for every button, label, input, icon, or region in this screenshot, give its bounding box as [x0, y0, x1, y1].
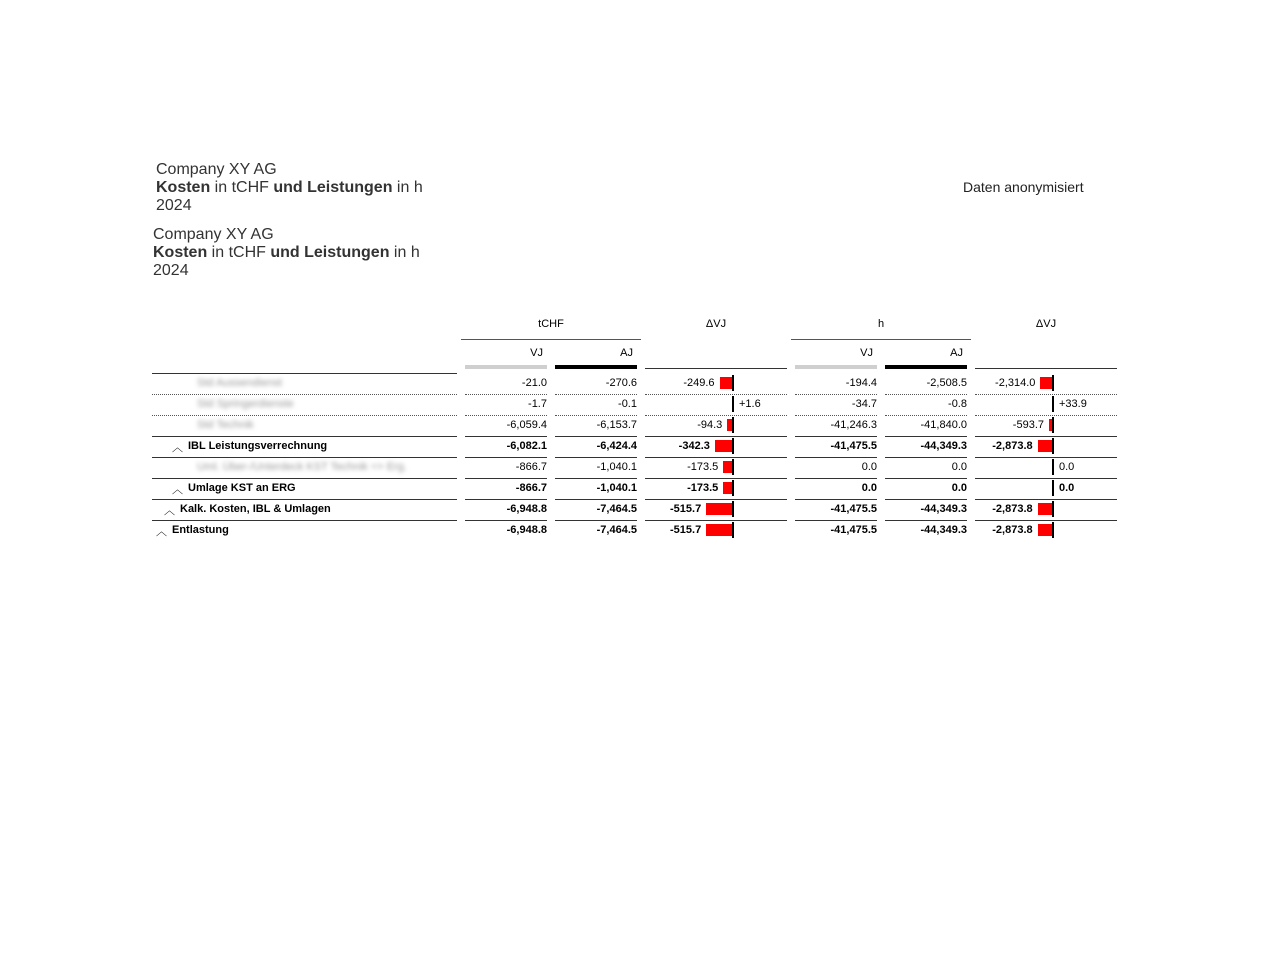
anonymized-note: Daten anonymisiert: [963, 179, 1084, 195]
delta-axis: [732, 480, 734, 496]
report-year: 2024: [156, 197, 192, 214]
delta-bar: [706, 524, 732, 536]
row-separator: [152, 415, 457, 416]
value-cell: -7,464.5: [596, 503, 637, 515]
report-title: Kosten in tCHF und Leistungen in h: [156, 179, 423, 196]
delta-axis: [1052, 417, 1054, 433]
delta-value: -173.5: [687, 482, 719, 494]
collapse-chevron-icon[interactable]: ︿: [172, 442, 183, 454]
delta-bar: [1040, 377, 1052, 389]
row-separator: [152, 499, 457, 500]
collapse-chevron-icon[interactable]: ︿: [156, 526, 167, 538]
row-separator: [795, 478, 877, 479]
delta-axis: [1052, 438, 1054, 454]
value-cell: -21.0: [521, 377, 547, 389]
header-line: [975, 368, 1117, 369]
value-cell: -0.1: [618, 398, 637, 410]
row-separator: [465, 415, 547, 416]
row-separator: [152, 457, 457, 458]
row-label: Umlage KST an ERG: [188, 482, 296, 494]
row-separator: [465, 520, 547, 521]
delta-bar: [723, 461, 732, 473]
delta-value: -2,873.8: [992, 440, 1033, 452]
row-separator: [885, 520, 967, 521]
delta-bar: [1038, 524, 1052, 536]
value-cell: -6,948.8: [506, 524, 547, 536]
row-separator: [885, 478, 967, 479]
row-separator: [465, 457, 547, 458]
value-cell: -6,948.8: [506, 503, 547, 515]
row-separator: [975, 520, 1117, 521]
value-cell: -44,349.3: [920, 524, 967, 536]
row-separator: [645, 457, 787, 458]
actual-year-marker: [555, 365, 637, 369]
delta-axis: [1052, 459, 1054, 475]
delta-value: -94.3: [697, 419, 723, 431]
report-year: 2024: [153, 262, 189, 279]
value-cell: -0.8: [948, 398, 967, 410]
row-separator: [885, 415, 967, 416]
company-name: Company XY AG: [153, 226, 274, 243]
row-label: Std Springerdienste: [197, 398, 294, 410]
row-separator: [885, 499, 967, 500]
value-cell: -44,349.3: [920, 503, 967, 515]
delta-axis: [1052, 522, 1054, 538]
delta-value: -342.3: [678, 440, 710, 452]
row-separator: [465, 499, 547, 500]
row-separator: [465, 478, 547, 479]
value-cell: -34.7: [851, 398, 877, 410]
delta-axis: [732, 375, 734, 391]
row-separator: [555, 520, 637, 521]
delta-value: -173.5: [687, 461, 719, 473]
value-cell: -41,475.5: [830, 440, 877, 452]
delta-value: -2,873.8: [992, 503, 1033, 515]
value-cell: -7,464.5: [596, 524, 637, 536]
group-underline: [791, 339, 971, 340]
row-separator: [152, 478, 457, 479]
group-header: tCHF: [538, 318, 564, 330]
row-separator: [795, 394, 877, 395]
row-separator: [152, 394, 457, 395]
value-cell: -2,508.5: [926, 377, 967, 389]
delta-axis: [732, 522, 734, 538]
row-label: Std Technik: [197, 419, 254, 431]
delta-axis: [1052, 396, 1054, 412]
row-separator: [645, 394, 787, 395]
row-separator: [645, 415, 787, 416]
delta-axis: [1052, 480, 1054, 496]
value-cell: -6,424.4: [596, 440, 637, 452]
value-cell: -6,059.4: [506, 419, 547, 431]
delta-bar: [715, 440, 732, 452]
delta-axis: [1052, 375, 1054, 391]
row-separator: [645, 436, 787, 437]
row-separator: [975, 415, 1117, 416]
delta-value: +33.9: [1059, 398, 1087, 410]
row-separator: [555, 436, 637, 437]
collapse-chevron-icon[interactable]: ︿: [172, 484, 183, 496]
column-header: AJ: [620, 347, 633, 359]
row-separator: [885, 436, 967, 437]
row-label: Entlastung: [172, 524, 229, 536]
value-cell: 0.0: [861, 461, 877, 473]
row-separator: [975, 499, 1117, 500]
value-cell: 0.0: [951, 482, 967, 494]
value-cell: -6,082.1: [506, 440, 547, 452]
delta-value: -515.7: [670, 524, 702, 536]
delta-value: 0.0: [1059, 482, 1075, 494]
value-cell: -866.7: [515, 461, 547, 473]
previous-year-marker: [795, 365, 877, 369]
delta-axis: [732, 438, 734, 454]
delta-axis: [732, 396, 734, 412]
row-separator: [555, 499, 637, 500]
delta-bar: [727, 419, 732, 431]
row-label: Uml. Über-/Unterdeck KST Technik => Erg.: [197, 461, 407, 473]
delta-bar: [723, 482, 732, 494]
header-line: [152, 373, 457, 374]
row-separator: [152, 520, 457, 521]
column-header: VJ: [530, 347, 543, 359]
delta-value: +1.6: [739, 398, 761, 410]
row-separator: [795, 415, 877, 416]
value-cell: -41,246.3: [830, 419, 877, 431]
group-header: h: [877, 318, 885, 330]
row-separator: [795, 457, 877, 458]
row-separator: [795, 436, 877, 437]
row-separator: [975, 394, 1117, 395]
value-cell: 0.0: [951, 461, 967, 473]
row-separator: [645, 520, 787, 521]
delta-axis: [1052, 501, 1054, 517]
delta-axis: [732, 459, 734, 475]
row-separator: [555, 457, 637, 458]
actual-year-marker: [885, 365, 967, 369]
value-cell: -866.7: [515, 482, 547, 494]
collapse-chevron-icon[interactable]: ︿: [164, 505, 175, 517]
delta-value: 0.0: [1059, 461, 1075, 473]
value-cell: -1,040.1: [596, 482, 637, 494]
group-underline: [461, 339, 641, 340]
row-separator: [645, 478, 787, 479]
row-label: Std Aussendienst: [197, 377, 283, 389]
row-separator: [465, 436, 547, 437]
column-header: VJ: [860, 347, 873, 359]
row-separator: [555, 415, 637, 416]
delta-bar: [720, 377, 732, 389]
value-cell: -1,040.1: [596, 461, 637, 473]
delta-axis: [732, 501, 734, 517]
value-cell: -194.4: [845, 377, 877, 389]
row-separator: [795, 499, 877, 500]
delta-bar: [1038, 440, 1052, 452]
value-cell: 0.0: [861, 482, 877, 494]
row-separator: [152, 436, 457, 437]
delta-value: -593.7: [1012, 419, 1044, 431]
delta-bar: [1049, 419, 1052, 431]
header-line: [645, 368, 787, 369]
column-header: AJ: [950, 347, 963, 359]
row-separator: [465, 394, 547, 395]
row-separator: [555, 478, 637, 479]
group-header: ΔVJ: [705, 318, 727, 330]
row-separator: [645, 499, 787, 500]
delta-axis: [732, 417, 734, 433]
row-label: IBL Leistungsverrechnung: [188, 440, 328, 452]
row-separator: [795, 520, 877, 521]
value-cell: -270.6: [605, 377, 637, 389]
delta-value: -515.7: [670, 503, 702, 515]
group-header: ΔVJ: [1035, 318, 1057, 330]
row-label: Kalk. Kosten, IBL & Umlagen: [180, 503, 331, 515]
value-cell: -41,840.0: [920, 419, 967, 431]
value-cell: -41,475.5: [830, 503, 877, 515]
row-separator: [975, 478, 1117, 479]
previous-year-marker: [465, 365, 547, 369]
delta-bar: [706, 503, 732, 515]
row-separator: [555, 394, 637, 395]
value-cell: -41,475.5: [830, 524, 877, 536]
value-cell: -44,349.3: [920, 440, 967, 452]
row-separator: [885, 394, 967, 395]
row-separator: [975, 436, 1117, 437]
value-cell: -6,153.7: [596, 419, 637, 431]
row-separator: [885, 457, 967, 458]
report-title: Kosten in tCHF und Leistungen in h: [153, 244, 420, 261]
delta-bar: [1038, 503, 1052, 515]
delta-value: -2,873.8: [992, 524, 1033, 536]
row-separator: [975, 457, 1117, 458]
value-cell: -1.7: [528, 398, 547, 410]
delta-value: -249.6: [683, 377, 715, 389]
company-name: Company XY AG: [156, 161, 277, 178]
delta-value: -2,314.0: [995, 377, 1036, 389]
